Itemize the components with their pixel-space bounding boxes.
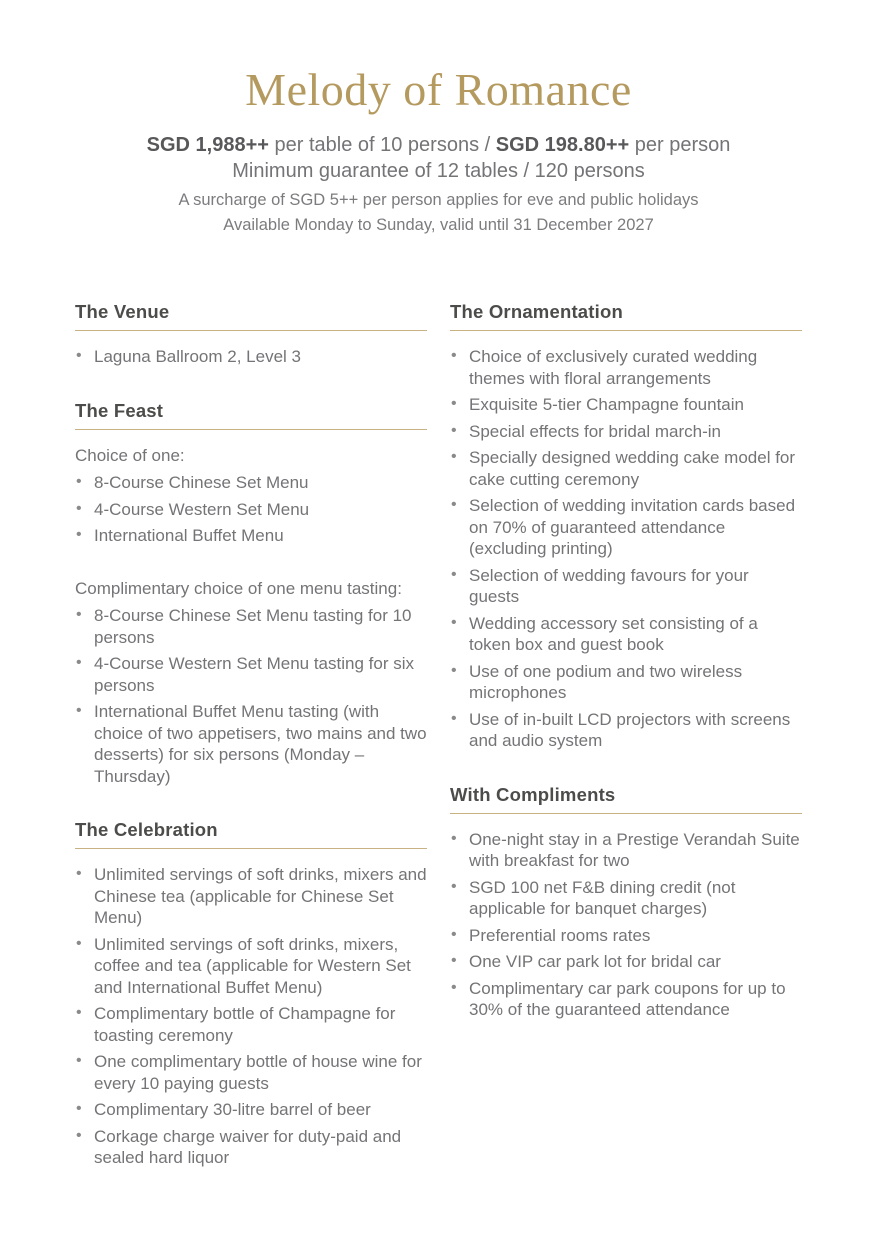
bullet-item: • 8-Course Chinese Set Menu (75, 472, 427, 494)
bullet-item: • International Buffet Menu (75, 525, 427, 547)
section-compliments (450, 783, 802, 1021)
bullet-item: • Unlimited servings of soft drinks, mixers, coffee and tea (applicable for Western Set and International Buffet Menu) (75, 934, 427, 999)
bullet-item: • 8-Course Chinese Set Menu tasting for 10 persons (75, 605, 427, 648)
table-price-suffix: per table of 10 persons / (268, 134, 496, 157)
section-ornamentation (450, 300, 802, 752)
bullet-item: • International Buffet Menu tasting (with choice of two appetisers, two mains and two desserts) for six persons (Monday – Thursday) (75, 701, 427, 787)
right-column (450, 300, 802, 1169)
bullet-item: • Complimentary bottle of Champagne for toasting ceremony (75, 1003, 427, 1046)
group-celebration-1 (75, 864, 427, 1169)
table-price: SGD 1,988++ (146, 134, 269, 157)
bullet-item: • Selection of wedding invitation cards based on 70% of guaranteed attendance (excluding printing) (450, 495, 802, 560)
gold-divider (75, 330, 427, 331)
bullet-item: • Use of in-built LCD projectors with screens and audio system (450, 709, 802, 752)
bullet-item: • One complimentary bottle of house wine for every 10 paying guests (75, 1051, 427, 1094)
bullet-item: • Complimentary 30-litre barrel of beer (75, 1099, 427, 1121)
group-intro: Choice of one: (75, 445, 185, 465)
bullet-list (450, 346, 802, 752)
group-ornamentation-1 (450, 346, 802, 752)
section-venue (75, 300, 427, 368)
group-intro: Complimentary choice of one menu tasting: (75, 578, 402, 598)
gold-divider (75, 848, 427, 849)
bullet-item: • Complimentary car park coupons for up to 30% of the guaranteed attendance (450, 978, 802, 1021)
bullet-item: • Unlimited servings of soft drinks, mixers and Chinese tea (applicable for Chinese Set Menu) (75, 864, 427, 929)
gold-divider (450, 813, 802, 814)
price-line (75, 132, 802, 158)
bullet-item: • One-night stay in a Prestige Verandah Suite with breakfast for two (450, 829, 802, 872)
bullet-item: • 4-Course Western Set Menu tasting for six persons (75, 653, 427, 696)
surcharge-line: A surcharge of SGD 5++ per person applies for eve and public holidays (178, 191, 699, 210)
section-heading-ornamentation: The Ornamentation (450, 301, 623, 323)
package-header (75, 66, 802, 238)
bullet-item: • 4-Course Western Set Menu (75, 499, 427, 521)
bullet-item: • Selection of wedding favours for your guests (450, 565, 802, 608)
bullet-item: • Exquisite 5-tier Champagne fountain (450, 394, 802, 416)
group-compliments-1 (450, 829, 802, 1021)
bullet-item: • Use of one podium and two wireless microphones (450, 661, 802, 704)
bullet-item: • Preferential rooms rates (450, 925, 802, 947)
group-venue-1 (75, 346, 427, 368)
group-feast-2 (75, 578, 427, 788)
section-heading-celebration: The Celebration (75, 819, 218, 841)
bullet-list (75, 605, 427, 787)
bullet-item: • Laguna Ballroom 2, Level 3 (75, 346, 427, 368)
section-heading-venue: The Venue (75, 301, 170, 323)
two-column-layout (75, 300, 802, 1169)
availability-line: Available Monday to Sunday, valid until 31 December 2027 (223, 216, 654, 235)
bullet-list (450, 829, 802, 1021)
group-feast-1 (75, 445, 427, 547)
bullet-item: • Wedding accessory set consisting of a token box and guest book (450, 613, 802, 656)
bullet-item: • Special effects for bridal march-in (450, 421, 802, 443)
gold-divider (450, 330, 802, 331)
gold-divider (75, 429, 427, 430)
person-price: SGD 198.80++ (495, 134, 630, 157)
section-heading-compliments: With Compliments (450, 783, 616, 805)
bullet-list (75, 472, 427, 547)
left-column (75, 300, 427, 1169)
bullet-item: • Specially designed wedding cake model for cake cutting ceremony (450, 447, 802, 490)
person-price-suffix: per person (629, 134, 731, 157)
bullet-list (75, 864, 427, 1169)
bullet-list (75, 346, 427, 368)
bullet-item: • SGD 100 net F&B dining credit (not applicable for banquet charges) (450, 877, 802, 920)
section-celebration (75, 818, 427, 1169)
minimum-guarantee-line: Minimum guarantee of 12 tables / 120 persons (232, 160, 645, 183)
bullet-item: • Corkage charge waiver for duty-paid and sealed hard liquor (75, 1126, 427, 1169)
package-title: Melody of Romance (245, 64, 632, 115)
bullet-item: • One VIP car park lot for bridal car (450, 951, 802, 973)
bullet-item: • Choice of exclusively curated wedding themes with floral arrangements (450, 346, 802, 389)
section-heading-feast: The Feast (75, 399, 164, 421)
section-feast (75, 399, 427, 788)
